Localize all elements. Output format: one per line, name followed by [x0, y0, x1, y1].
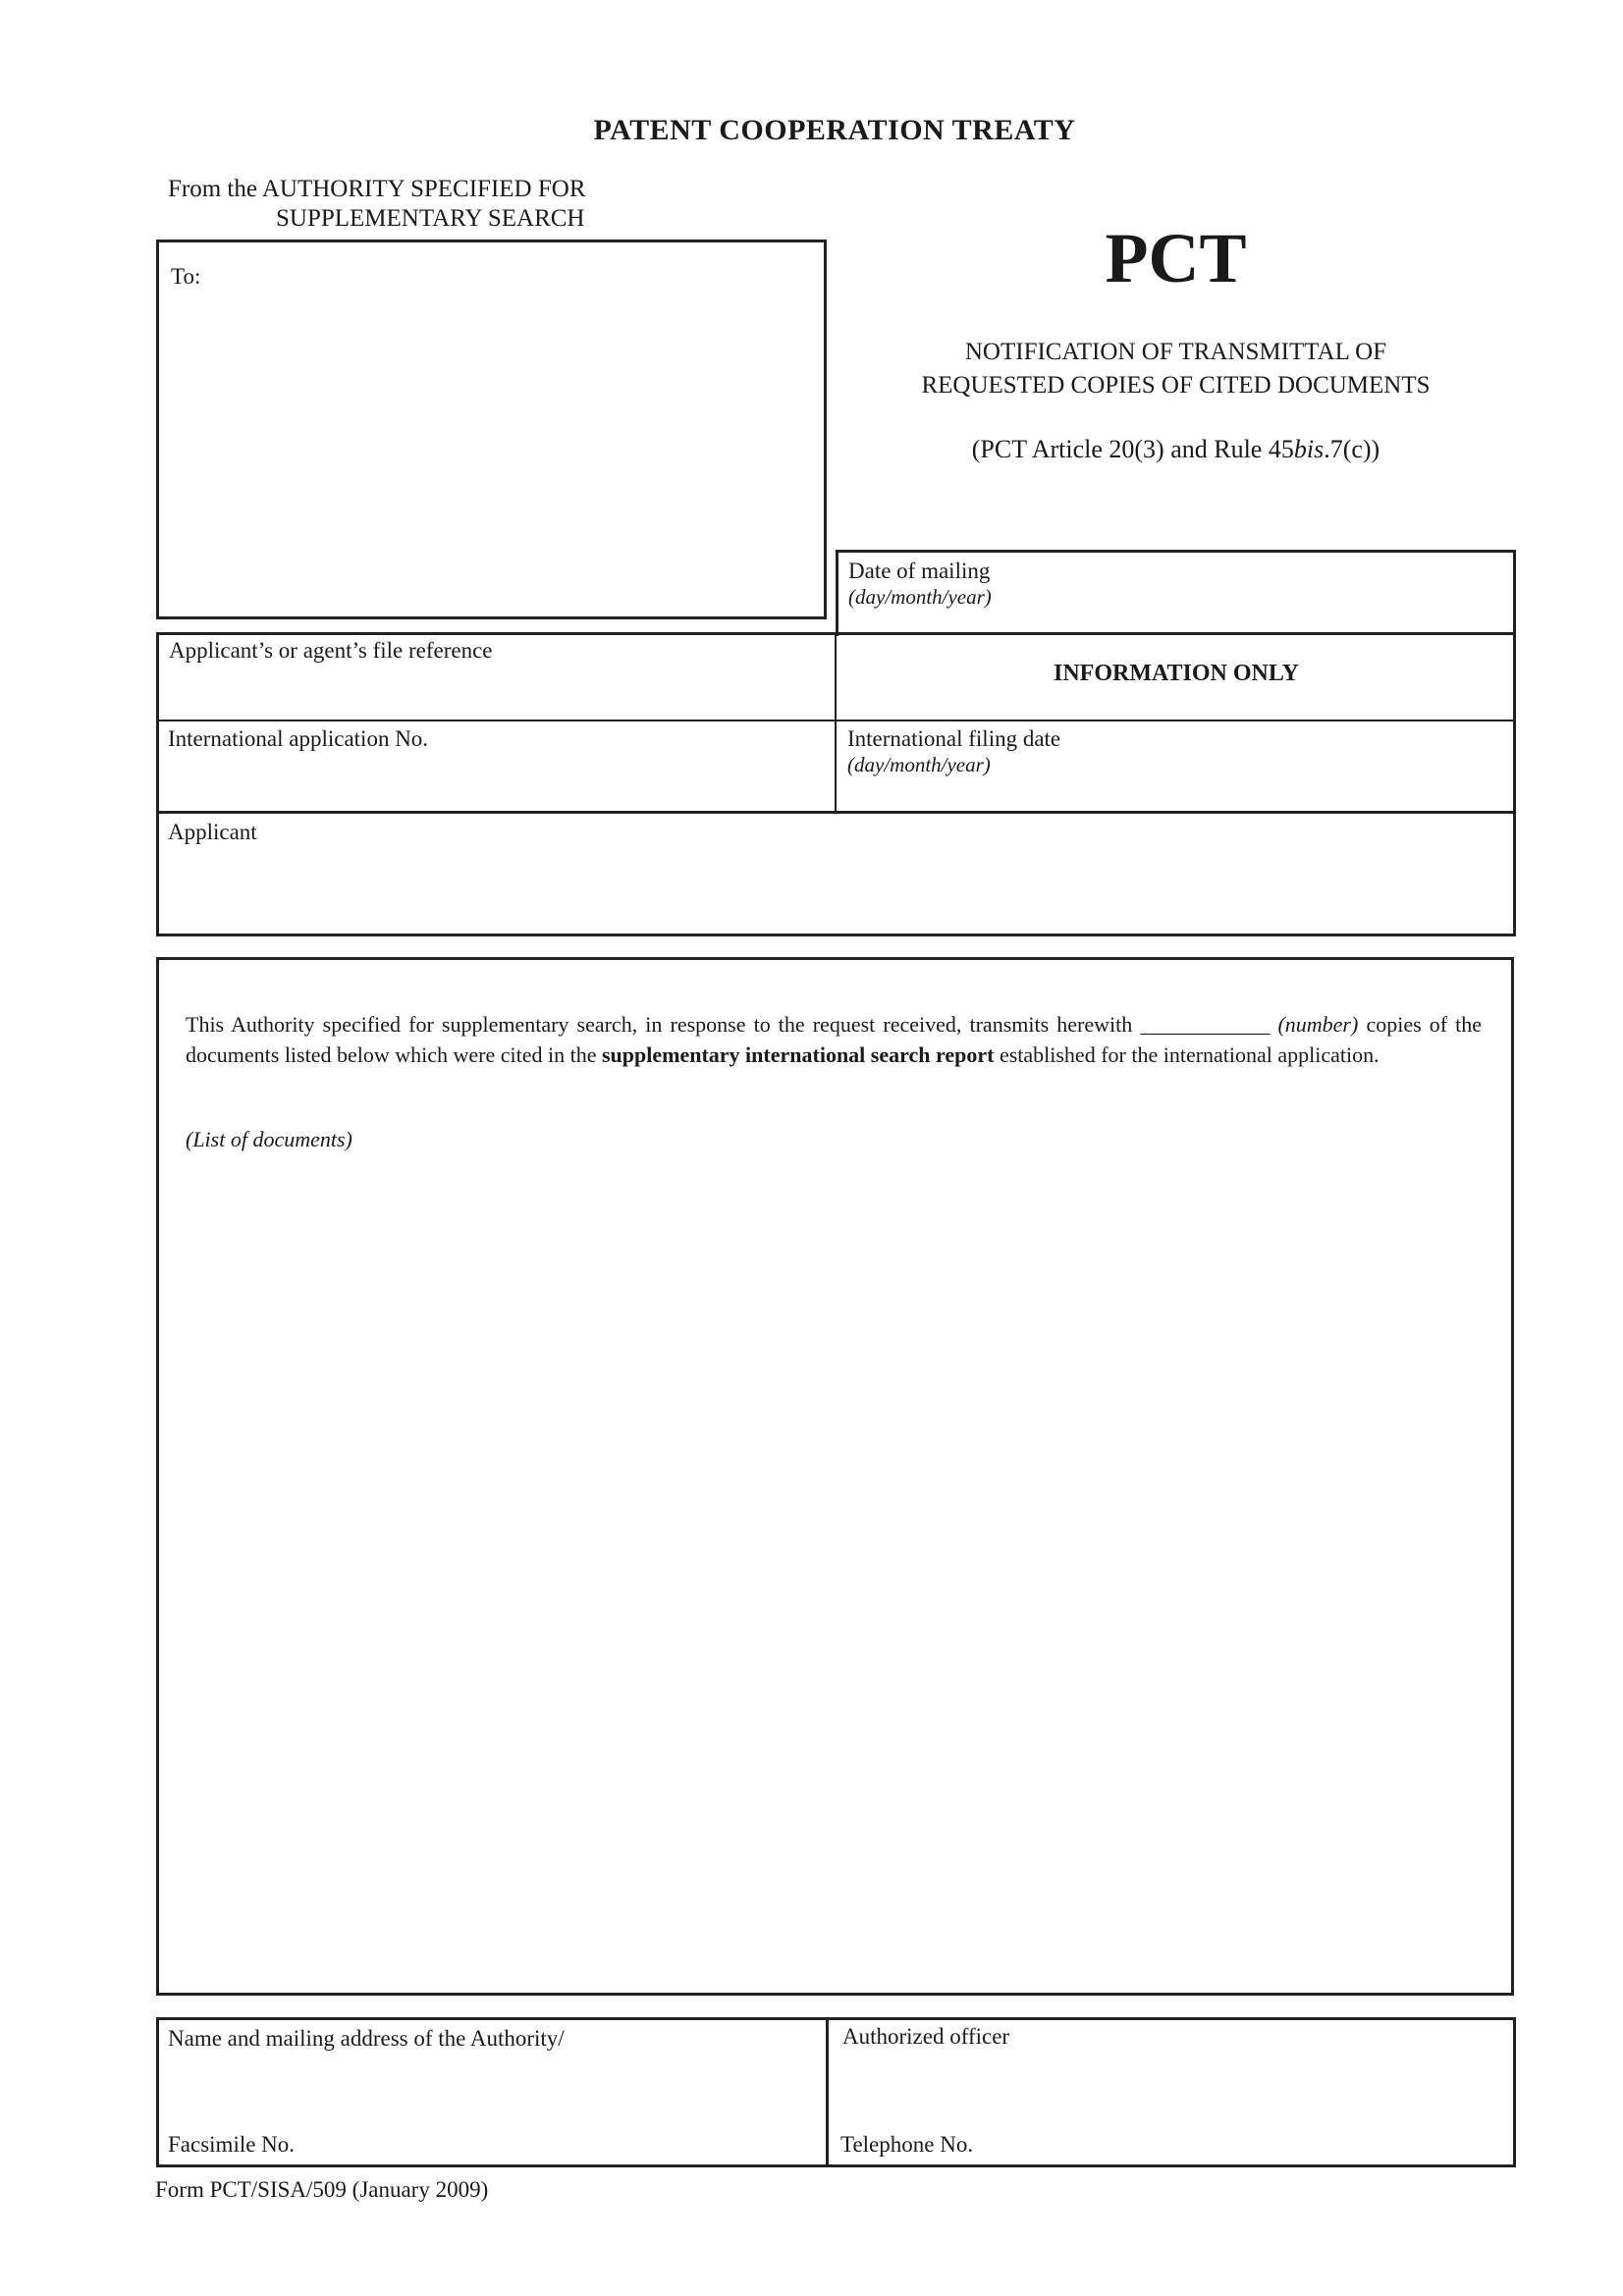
date-of-mailing-field[interactable]: [836, 550, 1516, 636]
from-authority: [168, 175, 586, 234]
information-only-label: INFORMATION ONLY: [1053, 661, 1300, 686]
transmittal-text: This Authority specified for supplementary search, in response to the request received, transmits herewith ____________ (number) copies of the documents listed below which were cited in the supplementary international search report established for the international application.: [186, 1012, 1483, 1067]
form-identifier: Form PCT/SISA/509 (January 2009): [155, 2177, 489, 2202]
form-title: [836, 336, 1516, 402]
list-of-documents-label: (List of documents): [186, 1127, 352, 1151]
to-label: To:: [171, 264, 201, 289]
facsimile-field[interactable]: Facsimile No.: [168, 2132, 296, 2157]
number-blank[interactable]: ____________: [1140, 1012, 1271, 1037]
legal-citation: [836, 435, 1516, 464]
applicant-field[interactable]: Applicant: [168, 820, 257, 844]
from-line1: AUTHORITY SPECIFIED FOR: [261, 176, 586, 202]
date-of-mailing-label: Date of mailing (day/month/year): [848, 559, 992, 609]
contact-divider: [826, 2017, 829, 2167]
document-list-box[interactable]: [156, 957, 1514, 1996]
authorized-officer-field[interactable]: Authorized officer: [842, 2024, 1010, 2049]
page-title: PATENT COOPERATION TREATY: [593, 114, 1076, 146]
grid-divider: [835, 632, 837, 813]
filing-date-field[interactable]: International filing date (day/month/year): [847, 726, 1061, 776]
number-label: (number): [1277, 1012, 1359, 1037]
report-name: supplementary international search report: [602, 1042, 995, 1067]
date-format-hint: (day/month/year): [848, 585, 992, 609]
application-no-field[interactable]: International application No.: [168, 726, 429, 751]
name-address-field[interactable]: Name and mailing address of the Authority/: [168, 2026, 565, 2051]
telephone-field[interactable]: Telephone No.: [840, 2132, 974, 2157]
form-title-line1: NOTIFICATION OF TRANSMITTAL OF: [964, 339, 1387, 365]
citation-suffix: .7(c)): [1324, 435, 1380, 463]
to-address-box[interactable]: [156, 240, 827, 619]
citation-prefix: (PCT Article 20(3) and Rule 45: [971, 435, 1294, 463]
filing-date-format-hint: (day/month/year): [847, 753, 991, 776]
file-reference-field[interactable]: Applicant’s or agent’s file reference: [169, 638, 493, 663]
citation-italic: bis: [1293, 435, 1325, 463]
from-line2: SUPPLEMENTARY SEARCH: [276, 205, 585, 232]
pct-logo-text: PCT: [1105, 219, 1247, 297]
form-title-line2: REQUESTED COPIES OF CITED DOCUMENTS: [921, 372, 1431, 399]
from-prefix: From the: [168, 176, 257, 202]
